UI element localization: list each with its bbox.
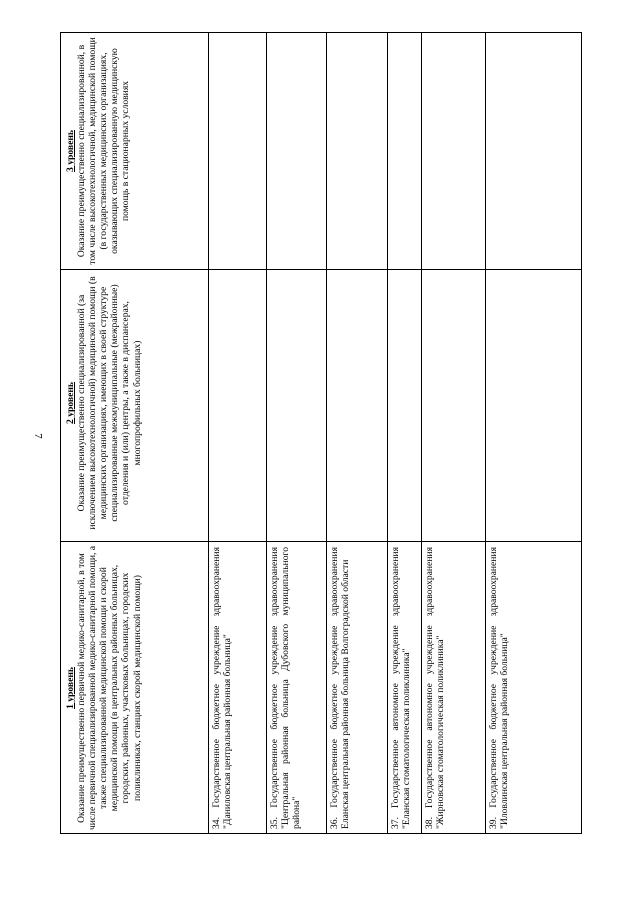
table-row (488, 547, 548, 829)
row-text: 36. Государственное бюджетное учреждение здравоохранения Еланская центральная районная больница Волгоградской области (329, 547, 352, 829)
level3-title: 3 уровень (65, 130, 76, 172)
levels-table (60, 32, 582, 834)
row-text: 35. Государственное бюджетное учреждение здравоохранения "Центральная районная больница Дубовского муниципального района" (269, 547, 303, 829)
table-divider (387, 33, 388, 833)
table-row (329, 547, 385, 829)
level1-title: 1 уровень (65, 667, 76, 709)
table-divider (61, 541, 581, 542)
table-divider (326, 33, 327, 833)
row-text: 37. Государственное автономное учреждение здравоохранения "Еланская стоматологическая поликлиника" (390, 547, 413, 829)
header-level1 (65, 545, 205, 831)
table-row (211, 547, 265, 829)
level1-description: Оказание преимущественно первичной медико-санитарной, в том числе первичной специализированной медико-санитарной помощи, а также специализированной медицинской помощи и скорой медицинской помощи (в центральных районных больницах, городских, районных, участковых больницах, городских поликлиниках, станциях скорой медицинской помощи) (76, 545, 143, 831)
table-divider (421, 33, 422, 833)
level3-description: Оказание преимущественно специализированной, в том числе высокотехнологичной, медицинской помощи (в государственных медицинских организациях, оказывающих специализированную медицинскую помощь в стационарных условиях (76, 37, 132, 265)
level2-description: Оказание преимущественно специализированной (за исключением высокотехнологичной) медицинской помощи (в медицинских организациях, имеющих в своей структуре специализированные межмуниципальные (межрайонные) отделения и (или) центры, а также в диспансерах, многопрофильных больницах) (76, 276, 143, 530)
table-divider (208, 33, 209, 833)
table-row (424, 547, 482, 829)
row-text: 38. Государственное автономное учреждение здравоохранения "Жирновская стоматологическая поликлиника" (424, 547, 447, 829)
level2-title: 2 уровень (65, 382, 76, 424)
row-text: 39. Государственное бюджетное учреждение здравоохранения "Иловлинская центральная районная больница" (488, 547, 511, 829)
header-level2 (65, 269, 205, 537)
table-divider (266, 33, 267, 833)
table-row (269, 547, 325, 829)
table-row (390, 547, 420, 829)
row-text: 34. Государственное бюджетное учреждение здравоохранения "Даниловская центральная районная больница" (211, 547, 234, 829)
page-number: 7 (32, 433, 44, 439)
header-level3 (65, 37, 205, 265)
table-divider (485, 33, 486, 833)
